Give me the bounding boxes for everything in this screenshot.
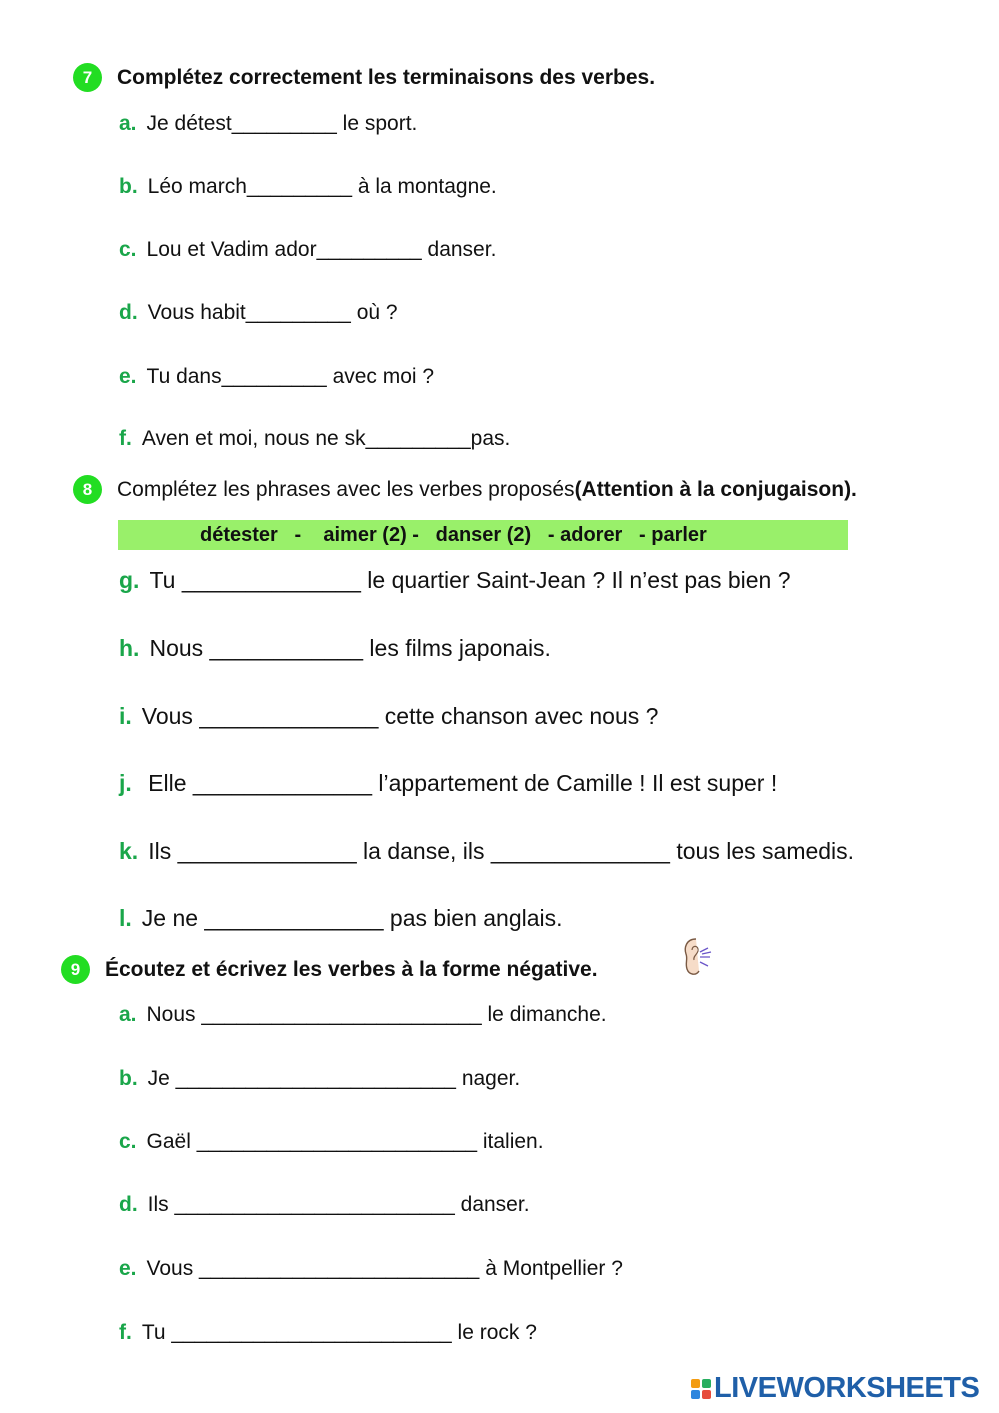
liveworksheets-logo	[691, 1372, 979, 1405]
item-letter: c.	[119, 238, 137, 261]
exercise-item	[119, 703, 658, 730]
exercise-instruction: Complétez correctement les terminaisons des verbes.	[117, 65, 656, 89]
item-letter: b.	[119, 1067, 138, 1090]
exercise-item	[119, 365, 434, 389]
item-text: Je ne ______________ pas bien anglais.	[141, 905, 563, 931]
exercise-8-heading	[73, 475, 857, 504]
exercise-number-badge: 8	[73, 475, 102, 504]
exercise-item	[119, 1067, 520, 1091]
item-letter: d.	[119, 301, 138, 324]
item-letter: c.	[119, 1130, 137, 1153]
item-text: Je détest_________ le sport.	[146, 112, 418, 135]
word-bank-text: détester - aimer (2) - danser (2) - adorer - parler	[200, 523, 707, 546]
item-text: Tu dans_________ avec moi ?	[146, 365, 435, 388]
item-letter: h.	[119, 635, 140, 661]
exercise-9-heading	[61, 955, 598, 984]
item-letter: k.	[119, 838, 139, 864]
item-text: Nous ________________________ le dimanche.	[146, 1003, 607, 1026]
item-letter: j.	[119, 770, 132, 796]
item-text: Léo march_________ à la montagne.	[147, 175, 497, 198]
exercise-item	[119, 112, 417, 136]
item-letter: f.	[119, 1321, 132, 1344]
item-text: Elle ______________ l’appartement de Camille ! Il est super !	[141, 770, 778, 796]
exercise-item	[119, 175, 497, 199]
item-letter: b.	[119, 175, 138, 198]
item-letter: a.	[119, 112, 137, 135]
exercise-item	[119, 238, 496, 262]
exercise-item	[119, 1193, 530, 1217]
exercise-number-badge: 9	[61, 955, 90, 984]
exercise-item	[119, 427, 510, 451]
exercise-instruction: Complétez les phrases avec les verbes proposés	[117, 477, 575, 501]
exercise-item	[119, 1130, 544, 1154]
exercise-number-badge: 7	[73, 63, 102, 92]
item-letter: a.	[119, 1003, 137, 1026]
exercise-item	[119, 838, 854, 865]
item-text: Lou et Vadim ador_________ danser.	[146, 238, 497, 261]
exercise-item	[119, 1321, 537, 1345]
logo-text: LIVEWORKSHEETS	[714, 1372, 980, 1404]
item-letter: e.	[119, 1257, 137, 1280]
item-text: Gaël ________________________ italien.	[146, 1130, 544, 1153]
exercise-item	[119, 1257, 623, 1281]
word-bank	[118, 520, 848, 550]
item-letter: i.	[119, 703, 132, 729]
exercise-item	[119, 770, 777, 797]
item-letter: g.	[119, 567, 140, 593]
item-text: Nous ____________ les films japonais.	[149, 635, 551, 661]
exercise-item	[119, 635, 551, 662]
item-text: Vous ________________________ à Montpellier ?	[146, 1257, 623, 1280]
exercise-7-heading	[73, 63, 655, 92]
exercise-instruction: Écoutez et écrivez les verbes à la forme négative.	[105, 957, 598, 981]
item-text: Ils ______________ la danse, ils ______________ tous les samedis.	[148, 838, 855, 864]
item-text: Tu ______________ le quartier Saint-Jean ? Il n’est pas bien ?	[149, 567, 791, 593]
item-text: Ils ________________________ danser.	[147, 1193, 530, 1216]
exercise-item	[119, 1003, 607, 1027]
item-text: Tu ________________________ le rock ?	[141, 1321, 537, 1344]
item-text: Aven et moi, nous ne sk_________pas.	[141, 427, 511, 450]
item-letter: l.	[119, 905, 132, 931]
exercise-item	[119, 567, 791, 594]
item-letter: f.	[119, 427, 132, 450]
exercise-item	[119, 301, 398, 325]
item-text: Vous habit_________ où ?	[147, 301, 398, 324]
exercise-item	[119, 905, 563, 932]
logo-mark	[691, 1379, 711, 1399]
item-text: Vous ______________ cette chanson avec nous ?	[141, 703, 659, 729]
ear-icon	[680, 936, 714, 983]
item-letter: d.	[119, 1193, 138, 1216]
item-letter: e.	[119, 365, 137, 388]
item-text: Je ________________________ nager.	[147, 1067, 521, 1090]
exercise-instruction-emphasis: (Attention à la conjugaison).	[574, 477, 857, 501]
